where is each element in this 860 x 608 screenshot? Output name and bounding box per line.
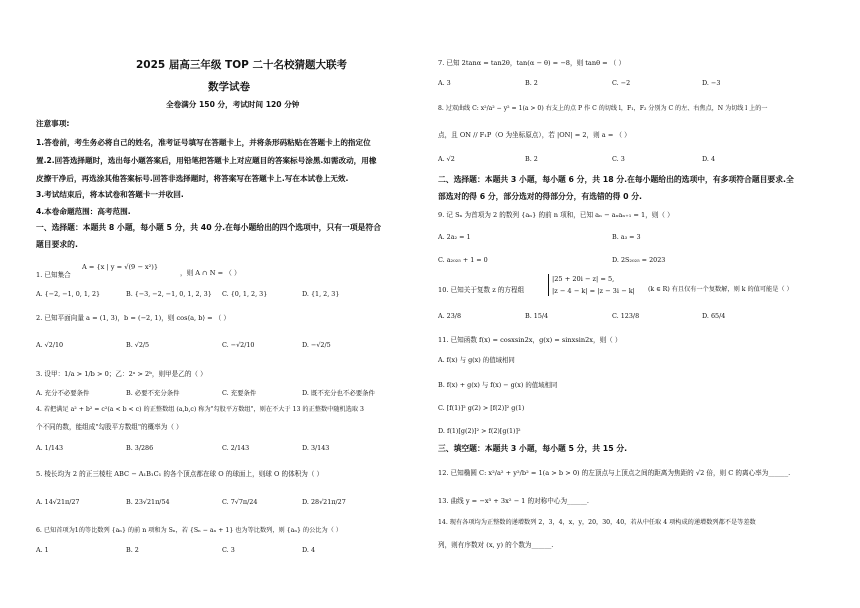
q4-option-c: C. 2/143 bbox=[222, 444, 250, 452]
q1-option-d: D. {1, 2, 3} bbox=[302, 290, 340, 298]
q5-option-d: D. 28√21π/27 bbox=[302, 498, 346, 506]
q1-tail: ，则 A ∩ N = （ ） bbox=[180, 269, 241, 277]
q5-option-a: A. 14√21π/27 bbox=[36, 498, 80, 506]
q11-option-b: B. f(x) + g(x) 与 f(x) − g(x) 的值域相同 bbox=[438, 381, 558, 389]
note-line: 置.2.回答选择题时，选出每小题答案后，用铅笔把答题卡上对应题目的答案标号涂黑.如需改动，用橡 bbox=[36, 156, 377, 165]
q9-option-b: B. a₃ = 3 bbox=[612, 233, 641, 241]
section1-heading: 一、选择题：本题共 8 小题，每小题 5 分，共 40 分.在每小题给出的四个选项中，只有一项是符合 bbox=[36, 223, 382, 232]
q2-option-b: B. √2/5 bbox=[126, 341, 150, 349]
q6-option-d: D. 4 bbox=[302, 546, 316, 554]
q1-option-a: A. {−2, −1, 0, 1, 2} bbox=[36, 290, 101, 298]
q14-stem-cont: 列，则有序数对 (x, y) 的个数为______. bbox=[438, 541, 554, 549]
q8-stem: 8. 过双曲线 C: x²/a² − y² = 1(a > 0) 右支上的点 P 作 C 的切线 l，F₁，F₂ 分别为 C 的左、右焦点，N 为切线 l 上的一 bbox=[438, 105, 768, 112]
q11-stem: 11. 已知函数 f(x) = cosxsin2x，g(x) = sinxsin2x，则（ ） bbox=[438, 336, 622, 344]
q10-option-c: C. 123/8 bbox=[612, 312, 640, 320]
q12-stem: 12. 已知椭圆 C: x²/a² + y²/b² = 1(a > b > 0) 的左顶点与上顶点之间的距离为焦距的 √2 倍，则 C 的离心率为______. bbox=[438, 469, 791, 477]
q6-stem: 6. 已知首项为1的等比数列 {aₙ} 的前 n 项和为 Sₙ，若 {Sₙ − aₙ + 1} 也为等比数列，则 {aₙ} 的公比为（ ） bbox=[36, 527, 342, 534]
q4-option-b: B. 3/286 bbox=[126, 444, 154, 452]
q3-option-d: D. 既不充分也不必要条件 bbox=[302, 389, 375, 397]
section1-heading-cont: 题目要求的. bbox=[36, 240, 78, 249]
q10-option-a: A. 23/8 bbox=[438, 312, 462, 320]
q8-option-b: B. 2 bbox=[525, 155, 538, 163]
q3-option-b: B. 必要不充分条件 bbox=[126, 389, 180, 397]
q10-eq1: |25 + 20i − z| = 5, bbox=[552, 275, 615, 283]
note-line: 皮擦干净后，再选涂其他答案标号.回答非选择题时，将答案写在答题卡上.写在本试卷上无效. bbox=[36, 174, 349, 183]
q5-stem: 5. 棱长均为 2 的正三棱柱 ABC − A₁B₁C₁ 的各个顶点都在球 O 的球面上，则球 O 的体积为（ ） bbox=[36, 470, 324, 478]
q7-option-d: D. −3 bbox=[702, 79, 721, 87]
exam-title: 2025 届高三年级 TOP 二十名校猜题大联考 bbox=[136, 59, 347, 71]
q11-option-d: D. f(1)[g(2)]² > f(2)[g(1)]² bbox=[438, 427, 521, 435]
q9-stem: 9. 记 Sₙ 为首项为 2 的数列 {aₙ} 的前 n 项和，已知 aₙ − aₙaₙ₊₁ = 1，则（ ） bbox=[438, 211, 674, 219]
q4-option-d: D. 3/143 bbox=[302, 444, 330, 452]
subject-title: 数学试卷 bbox=[208, 81, 250, 93]
q7-option-a: A. 3 bbox=[438, 79, 451, 87]
q10-option-d: D. 65/4 bbox=[702, 312, 726, 320]
q4-stem: 4. 若把满足 a² + b² = c²(a < b < c) 的正整数组 (a,b,c) 称为"勾股平方数组"，则在不大于 13 的正整数中随机选取 3 bbox=[36, 406, 364, 413]
q13-stem: 13. 曲线 y = −x³ + 3x² − 1 的对称中心为______. bbox=[438, 497, 589, 505]
q1-option-b: B. {−3, −2, −1, 0, 1, 2, 3} bbox=[126, 290, 212, 298]
q8-option-d: D. 4 bbox=[702, 155, 716, 163]
q10-stem: 10. 已知关于复数 z 的方程组 bbox=[438, 286, 525, 294]
q6-option-a: A. 1 bbox=[36, 546, 49, 554]
q7-stem: 7. 已知 2tanα = tan2θ，tan(α − θ) = −8，则 tanθ = （ ） bbox=[438, 59, 626, 67]
q9-option-a: A. 2a₂ = 1 bbox=[438, 233, 471, 241]
section3-heading: 三、填空题：本题共 3 小题，每小题 5 分，共 15 分. bbox=[438, 444, 628, 453]
q3-option-a: A. 充分不必要条件 bbox=[36, 389, 90, 397]
note-line: 1.答卷前，考生务必将自己的姓名，准考证号填写在答题卡上，并将条形码粘贴在答题卡上的指定位 bbox=[36, 138, 371, 147]
q4-option-a: A. 1/143 bbox=[36, 444, 64, 452]
q7-option-b: B. 2 bbox=[525, 79, 538, 87]
q10-brace bbox=[548, 274, 549, 296]
q8-option-a: A. √2 bbox=[438, 155, 455, 163]
q8-stem-cont: 点，且 ON // F₁P（O 为坐标原点），若 |ON| = 2，则 a = （ ） bbox=[438, 131, 631, 139]
q14-stem: 14. 现有各项均为正整数的递增数列 2，3，4，x，y，20，30，40，若从中任取 4 项构成的递增数列都不是等差数 bbox=[438, 519, 756, 526]
q5-option-b: B. 23√21π/54 bbox=[126, 498, 170, 506]
q7-option-c: C. −2 bbox=[612, 79, 631, 87]
q10-stem-cont: (k ∈ R) 有且仅有一个复数解，则 k 的值可能是（ ） bbox=[648, 286, 793, 293]
q6-option-c: C. 3 bbox=[222, 546, 235, 554]
exam-meta: 全卷满分 150 分，考试时间 120 分钟 bbox=[166, 100, 300, 109]
q2-stem: 2. 已知平面向量 a = (1, 3)，b = (−2, 1)，则 cos⟨a, b⟩ = （ ） bbox=[36, 314, 231, 322]
q2-option-d: D. −√2/5 bbox=[302, 341, 331, 349]
q3-option-c: C. 充要条件 bbox=[222, 389, 257, 397]
q8-option-c: C. 3 bbox=[612, 155, 625, 163]
q2-option-a: A. √2/10 bbox=[36, 341, 64, 349]
notes-heading: 注意事项: bbox=[36, 119, 70, 128]
q1-stem: 1. 已知集合 bbox=[36, 271, 71, 279]
q9-option-d: D. 2S₂₀₂₅ = 2023 bbox=[612, 256, 666, 264]
q10-option-b: B. 15/4 bbox=[525, 312, 549, 320]
q11-option-a: A. f(x) 与 g(x) 的值域相同 bbox=[438, 356, 515, 364]
q5-option-c: C. 7√7π/24 bbox=[222, 498, 258, 506]
q3-stem: 3. 设甲：1/a > 1/b > 0；乙：2ᵃ > 2ᵇ，则甲是乙的（ ） bbox=[36, 370, 207, 378]
section2-heading: 二、选择题：本题共 3 小题，每小题 6 分，共 18 分.在每小题给出的选项中，有多项符合题目要求.全 bbox=[438, 175, 794, 184]
note-line: 3.考试结束后，将本试卷和答题卡一并收回. bbox=[36, 190, 184, 199]
q1-set: A = {x | y = √(9 − x²)} bbox=[82, 263, 159, 271]
q4-stem-cont: 个不同的数，能组成"勾股平方数组"的概率为（ ） bbox=[36, 423, 183, 431]
note-line: 4.本卷命题范围：高考范围. bbox=[36, 207, 131, 216]
q9-option-c: C. a₂₀₂₅ + 1 = 0 bbox=[438, 256, 488, 264]
q6-option-b: B. 2 bbox=[126, 546, 139, 554]
section2-heading-cont: 部选对的得 6 分，部分选对的得部分分，有选错的得 0 分. bbox=[438, 192, 642, 201]
q1-option-c: C. {0, 1, 2, 3} bbox=[222, 290, 268, 298]
q10-eq2: |z − 4 − k| = |z − 3i − k| bbox=[552, 287, 635, 295]
q2-option-c: C. −√2/10 bbox=[222, 341, 255, 349]
q11-option-c: C. [f(1)]² g(2) > [f(2)]² g(1) bbox=[438, 404, 525, 412]
